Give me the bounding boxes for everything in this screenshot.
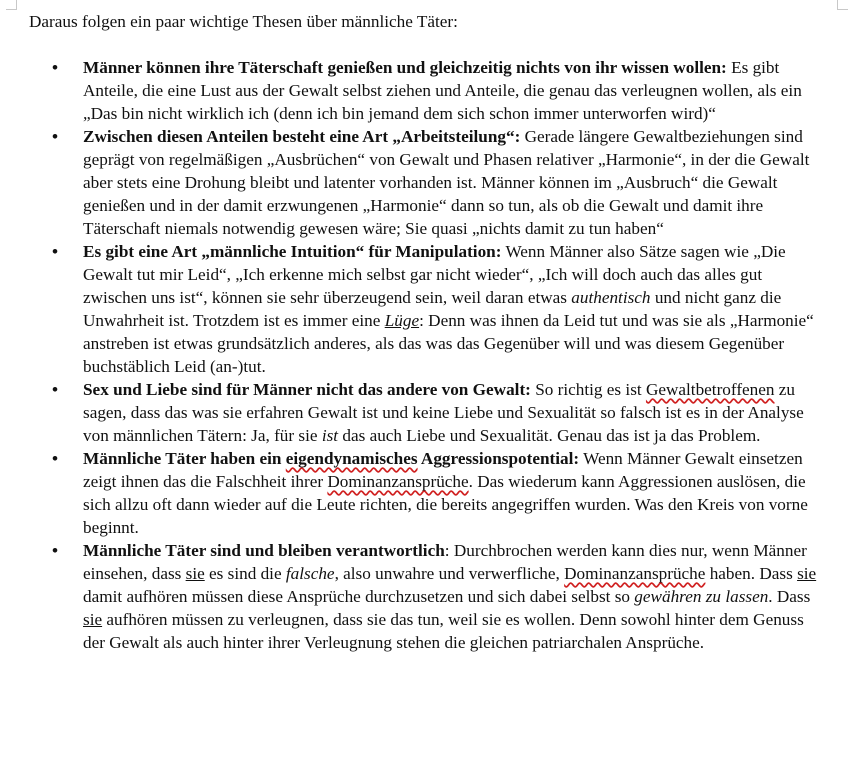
theses-list bbox=[0, 56, 854, 654]
item-text: . Dass bbox=[768, 587, 811, 606]
bullet-icon: • bbox=[52, 242, 59, 261]
page-corner-mark-right bbox=[837, 0, 848, 10]
item-text: Gerade längere Gewaltbeziehungen sind geprägt von regelmäßigen „Ausbrüchen“ von Gewalt und Phasen relativer „Harmonie“, in der die Gewalt aber stets eine Drohung bleibt und latenter vorhanden ist. Männer können im „Ausbruch“ die Gewalt genießen und in der damit erzwungenen „Harmonie“ dann so tun, als ob die Gewalt und damit ihre Täterschaft niemals notwendig gewesen wäre; Sie quasi „nichts damit zu tun haben“ bbox=[83, 127, 810, 238]
list-item bbox=[0, 447, 828, 539]
bullet-icon: • bbox=[52, 449, 59, 468]
bullet-icon: • bbox=[52, 380, 59, 399]
list-item bbox=[0, 56, 828, 125]
item-text: , also unwahre und verwerfliche, bbox=[334, 564, 565, 583]
page-corner-mark-left bbox=[6, 0, 17, 10]
item-heading: Es gibt eine Art „männliche Intuition“ für Manipulation: bbox=[83, 242, 502, 261]
item-text: das auch Liebe und Sexualität. Genau das ist ja das Problem. bbox=[338, 426, 761, 445]
list-item bbox=[0, 378, 828, 447]
item-text: haben. Dass bbox=[705, 564, 798, 583]
item-text: : Denn was ihnen da Leid tut und was sie als „Harmonie“ anstreben ist etwas grundsätzlich anderes, als das was das Gegenüber will und was diesem Gegenüber buchstäblich Leid (an-)tut. bbox=[83, 311, 814, 376]
item-heading: Sex und Liebe sind für Männer nicht das andere von Gewalt: bbox=[83, 380, 531, 399]
item-text: Es gibt Anteile, die eine Lust aus der Gewalt selbst ziehen und Anteile, die genau das verleugnen wollen, als ein „Das bin nicht wirklich ich (denn ich bin jemand dem sich schon immer unterworfen wird)“ bbox=[83, 58, 802, 123]
item-text: und nicht ganz die Unwahrheit ist. Trotzdem ist es immer eine bbox=[83, 288, 782, 330]
item-text: : Durchbrochen werden kann dies nur, wenn Männer einsehen, dass bbox=[83, 541, 807, 583]
emphasis-underlined-text: Lüge bbox=[384, 311, 420, 330]
item-text: . Das wiederum kann Aggressionen auslösen, die sich allzu oft dann wieder auf die Leute richten, die bereits angegriffen wurden. Was den Kreis von vorne beginnt. bbox=[83, 472, 808, 537]
emphasis-text: falsche bbox=[285, 564, 335, 583]
item-text: aufhören müssen zu verleugnen, dass sie das tun, weil sie es wollen. Denn sowohl hinter dem Genuss der Gewalt als auch hinter ihrer Verleugnung stehen die gleichen patriarchalen Ansprüche. bbox=[83, 610, 804, 652]
item-heading: Zwischen diesen Anteilen besteht eine Art „Arbeitsteilung“: bbox=[83, 127, 521, 146]
bullet-icon: • bbox=[52, 541, 59, 560]
emphasis-text: gewähren zu lassen bbox=[634, 587, 769, 606]
spellcheck-marked-word[interactable]: Gewaltbetroffenen bbox=[645, 380, 775, 399]
item-text: Wenn Männer also Sätze sagen wie „Die Gewalt tut mir Leid“, „Ich erkenne mich selbst gar nicht wieder“, „Ich will doch auch das alles gut zwischen uns ist“, können sie sehr überzeugend sein, weil daran etwas bbox=[83, 242, 786, 307]
spellcheck-marked-word[interactable]: Dominanzansprüche bbox=[564, 564, 706, 583]
item-text: So richtig es ist bbox=[530, 380, 646, 399]
emphasis-text: ist bbox=[321, 426, 339, 445]
spellcheck-marked-word[interactable]: eigendynamisches bbox=[285, 449, 418, 468]
underlined-text: sie bbox=[83, 610, 103, 629]
intro-paragraph: Daraus folgen ein paar wichtige Thesen über männliche Täter: bbox=[29, 12, 458, 31]
item-text: Wenn Männer Gewalt einsetzen zeigt ihnen das die Falschheit ihrer bbox=[83, 449, 803, 491]
item-text: es sind die bbox=[204, 564, 286, 583]
bullet-icon: • bbox=[52, 127, 59, 146]
item-heading: Männliche Täter haben ein bbox=[83, 449, 286, 468]
emphasis-text: authentisch bbox=[571, 288, 651, 307]
list-item bbox=[0, 240, 828, 378]
item-text: zu sagen, dass das was sie erfahren Gewalt ist und keine Liebe und Sexualität so falsch ist es in der Analyse von männlichen Tätern: Ja, für sie bbox=[83, 380, 804, 445]
list-item bbox=[0, 125, 828, 240]
bullet-icon: • bbox=[52, 58, 59, 77]
item-heading: Aggressionspotential: bbox=[417, 449, 580, 468]
item-heading: Männer können ihre Täterschaft genießen und gleichzeitig nichts von ihr wissen wollen: bbox=[83, 58, 727, 77]
item-text: damit aufhören müssen diese Ansprüche durchzusetzen und sich dabei selbst so bbox=[83, 587, 635, 606]
list-item bbox=[0, 539, 828, 654]
underlined-text: sie bbox=[797, 564, 817, 583]
item-heading: Männliche Täter sind und bleiben verantwortlich bbox=[83, 541, 445, 560]
spellcheck-marked-word[interactable]: Dominanzansprüche bbox=[327, 472, 469, 491]
underlined-text: sie bbox=[185, 564, 205, 583]
